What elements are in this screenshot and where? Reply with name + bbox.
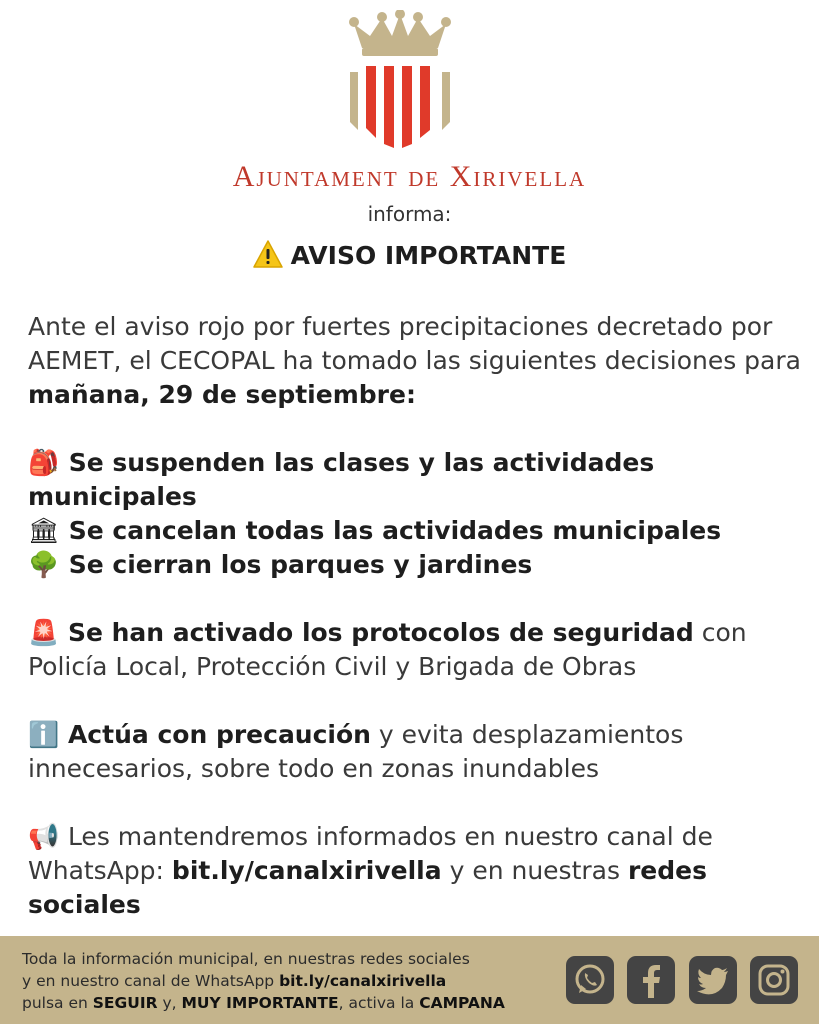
footer-text: Toda la información municipal, en nuestras redes sociales y en nuestro canal de WhatsApp bit.ly/canalxirivella pulsa en SEGUIR y, MUY IMPORTANTE, activa la CAMPANA (22, 950, 505, 1012)
caution-paragraph: ℹ️ Actúa con precaución y evita desplazamientos innecesarios, sobre todo en zonas inundables (28, 720, 684, 783)
intro-paragraph: Ante el aviso rojo por fuertes precipitaciones decretado por AEMET, el CECOPAL ha tomado las siguientes decisiones para mañana, 29 de septiembre: (28, 312, 801, 409)
backpack-icon: 🎒 (28, 448, 60, 477)
channel-paragraph: 📢 Les mantendremos informados en nuestro canal de WhatsApp: bit.ly/canalxirivella y en nuestras redes sociales (28, 822, 713, 919)
list-item: 🌳 Se cierran los parques y jardines (28, 548, 808, 582)
informa-label: informa: (367, 202, 452, 226)
list-item: 🏛 Se cancelan todas las actividades municipales (28, 514, 808, 548)
footer-whatsapp-link[interactable]: bit.ly/canalxirivella (279, 972, 447, 990)
tree-icon: 🌳 (28, 550, 60, 579)
megaphone-icon: 📢 (28, 822, 60, 851)
coat-of-arms-logo (340, 10, 460, 160)
protocols-paragraph: 🚨 Se han activado los protocolos de seguridad con Policía Local, Protección Civil y Brigada de Obras (28, 618, 747, 681)
siren-icon: 🚨 (28, 618, 60, 647)
warning-icon (253, 240, 283, 268)
announcement-body (28, 310, 808, 956)
measures-list (28, 446, 808, 582)
info-icon: ℹ️ (28, 720, 60, 749)
date-highlight: mañana, 29 de septiembre: (28, 380, 416, 409)
alert-heading (0, 240, 819, 270)
building-icon: 🏛 (28, 516, 60, 545)
alert-title: AVISO IMPORTANTE (290, 241, 567, 270)
instagram-icon[interactable] (750, 956, 798, 1004)
organization-name: Ajuntament de Xirivella (232, 160, 587, 193)
whatsapp-channel-link[interactable]: bit.ly/canalxirivella (171, 856, 442, 885)
whatsapp-icon[interactable] (566, 956, 614, 1004)
list-item: 🎒 Se suspenden las clases y las actividades municipales (28, 448, 655, 511)
facebook-icon[interactable] (627, 956, 675, 1004)
twitter-icon[interactable] (689, 956, 737, 1004)
